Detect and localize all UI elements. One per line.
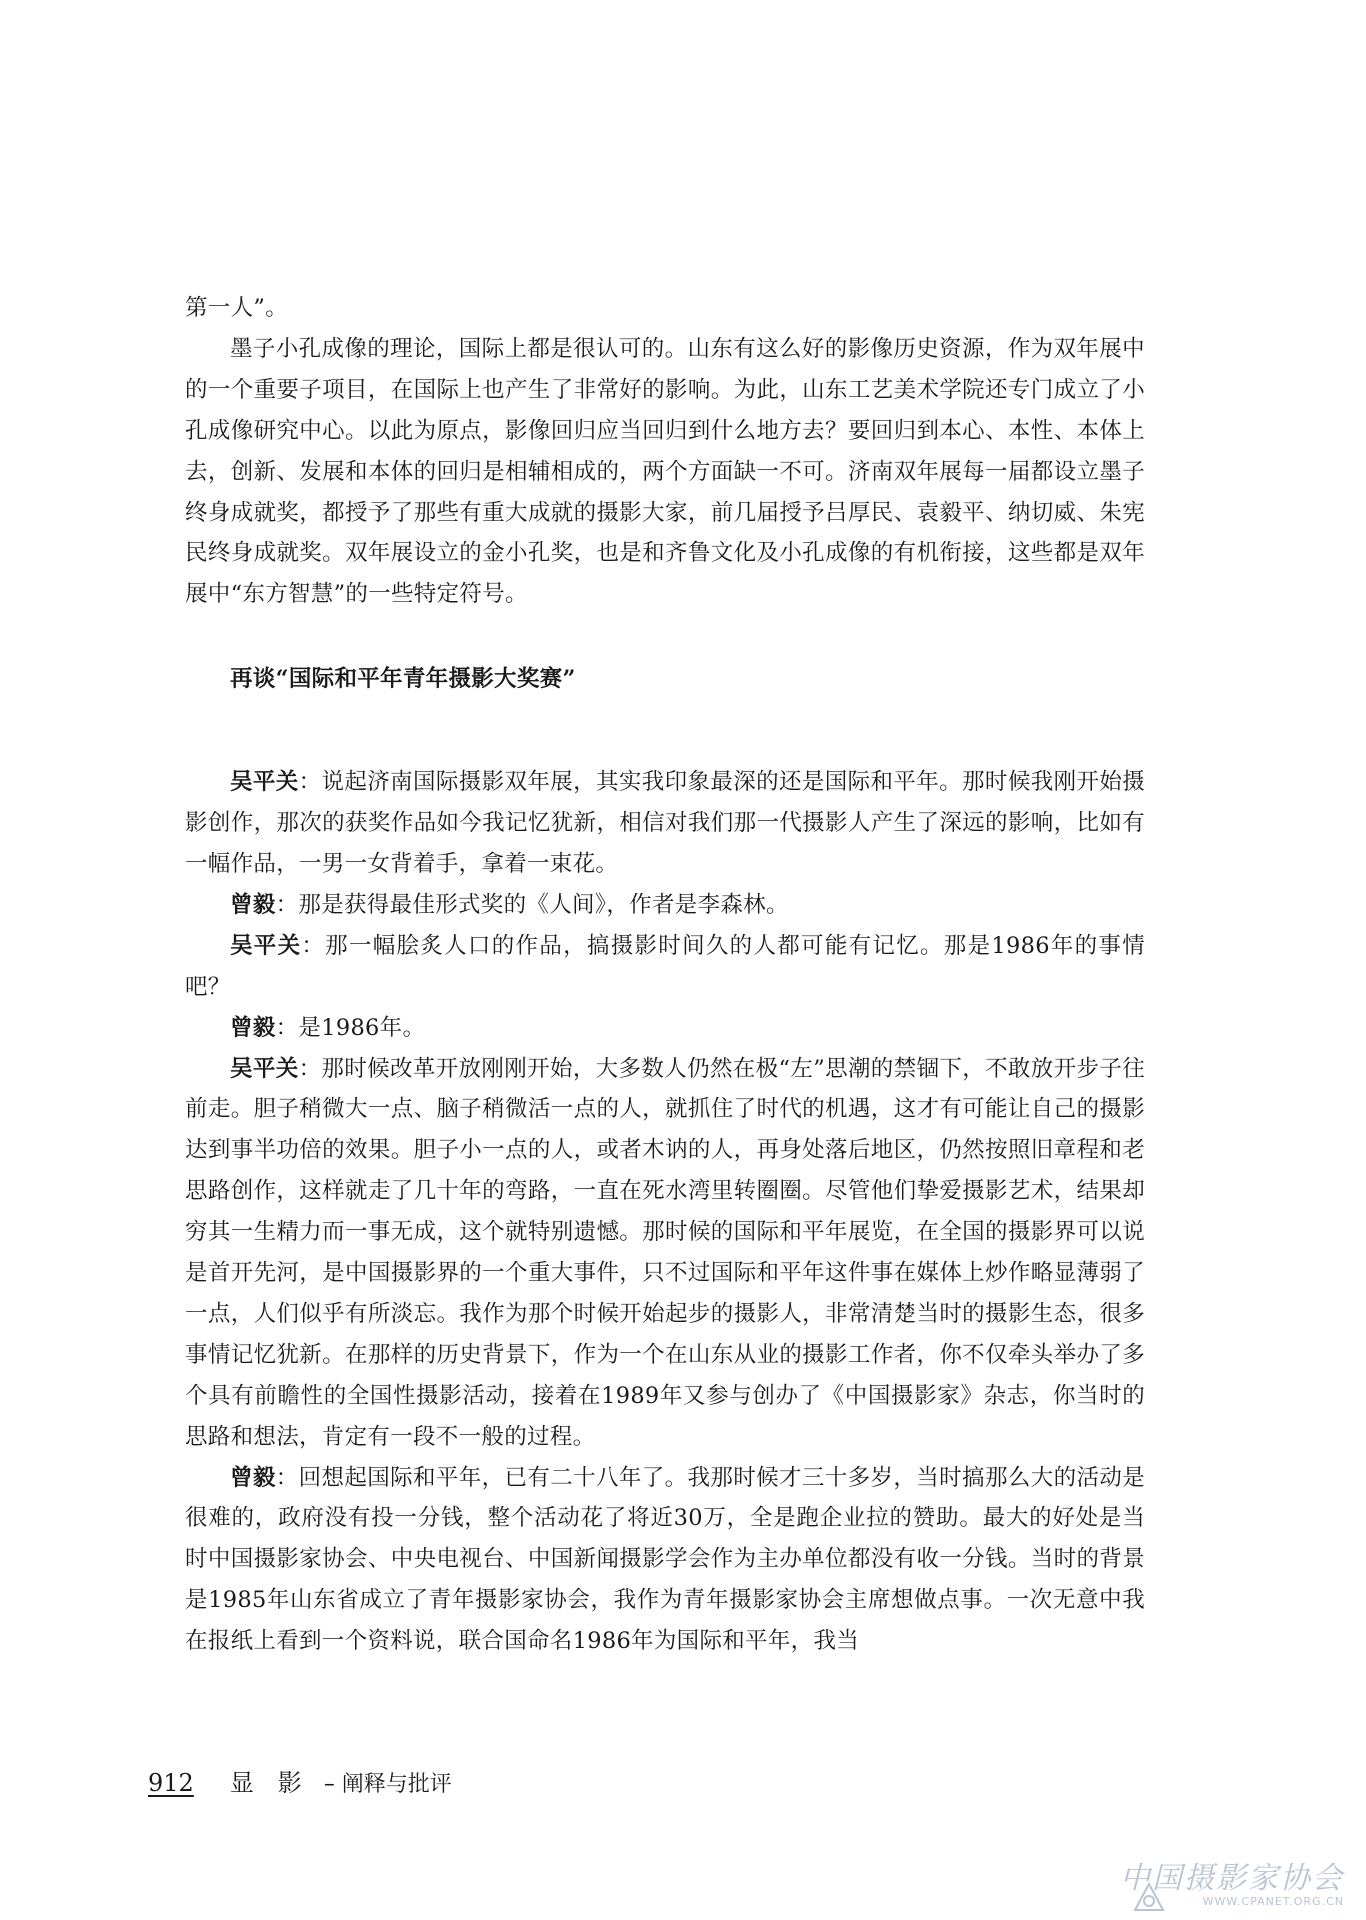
watermark-text: 中国摄影家协会 — [1120, 1861, 1344, 1896]
watermark — [1120, 1863, 1344, 1908]
book-title: 显 影 — [229, 1769, 302, 1797]
speaker-name: 吴平关 — [230, 1055, 299, 1082]
dialogue-text: ：是1986年。 — [275, 1014, 426, 1041]
page-number: 912 — [148, 1769, 194, 1797]
dialogue-paragraph — [185, 1458, 1145, 1663]
dialogue-text: ：那一幅脍炙人口的作品，搞摄影时间久的人都可能有记忆。那是1986年的事情吧？ — [185, 932, 1145, 1000]
dialogue-text: ：回想起国际和平年，已有二十八年了。我那时候才三十多岁，当时搞那么大的活动是很难的，政府没有投一分钱，整个活动花了将近30万，全是跑企业拉的赞助。最大的好处是当时中国摄影家协会、中央电视台、中国新闻摄影学会作为主办单位都没有收一分钱。当时的背景是1985年山东省成立了青年摄影家协会，我作为青年摄影家协会主席想做点事。一次无意中我在报纸上看到一个资料说，联合国命名1986年为国际和平年，我当 — [185, 1464, 1145, 1655]
speaker-name: 曾毅 — [230, 1464, 276, 1491]
dialogue-paragraph — [185, 885, 1145, 926]
speaker-name: 曾毅 — [230, 891, 276, 918]
speaker-name: 吴平关 — [230, 932, 302, 959]
dialogue-text: ：说起济南国际摄影双年展，其实我印象最深的还是国际和平年。那时候我刚开始摄影创作，那次的获奖作品如今我记忆犹新，相信对我们那一代摄影人产生了深远的影响，比如有一幅作品，一男一女背着手，拿着一束花。 — [185, 769, 1145, 877]
speaker-name: 曾毅 — [230, 1014, 276, 1041]
section-heading: 再谈“国际和平年青年摄影大奖赛” — [230, 666, 576, 693]
speaker-name: 吴平关 — [230, 769, 299, 796]
paragraph-continuation: 第一人”。 — [185, 295, 289, 321]
dialogue-text: ：那时候改革开放刚刚开始，大多数人仍然在极“左”思潮的禁锢下，不敢放开步子往前走。胆子稍微大一点、脑子稍微活一点的人，就抓住了时代的机遇，这才有可能让自己的摄影达到事半功倍的效果。胆子小一点的人，或者木讷的人，再身处落后地区，仍然按照旧章程和老思路创作，这样就走了几十年的弯路，一直在死水湾里转圈圈。尽管他们挚爱摄影艺术，结果却穷其一生精力而一事无成，这个就特别遗憾。那时候的国际和平年展览，在全国的摄影界可以说是首开先河，是中国摄影界的一个重大事件，只不过国际和平年这件事在媒体上炒作略显薄弱了一点，人们似乎有所淡忘。我作为那个时候开始起步的摄影人，非常清楚当时的摄影生态，很多事情记忆犹新。在那样的历史背景下，作为一个在山东从业的摄影工作者，你不仅牵头举办了多个具有前瞻性的全国性摄影活动，接着在1989年又参与创办了《中国摄影家》杂志，你当时的思路和想法，肯定有一段不一般的过程。 — [185, 1055, 1145, 1450]
watermark-url: WWW.CPANET.ORG.CN — [1202, 1895, 1344, 1908]
dialogue-text: ：那是获得最佳形式奖的《人间》，作者是李森林。 — [275, 891, 789, 918]
dialogue-paragraph — [185, 1008, 1145, 1049]
dialogue-paragraph — [185, 1049, 1145, 1458]
paragraph-mozi: 墨子小孔成像的理论，国际上都是很认可的。山东有这么好的影像历史资源，作为双年展中的一个重要子项目，在国际上也产生了非常好的影响。为此，山东工艺美术学院还专门成立了小孔成像研究中心。以此为原点，影像回归应当回归到什么地方去？要回归到本心、本性、本体上去，创新、发展和本体的回归是相辅相成的，两个方面缺一不可。济南双年展每一届都设立墨子终身成就奖，都授予了那些有重大成就的摄影大家，前几届授予吕厚民、袁毅平、纳切威、朱宪民终身成就奖。双年展设立的金小孔奖，也是和齐鲁文化及小孔成像的有机衔接，这些都是双年展中“东方智慧”的一些特定符号。 — [185, 335, 1145, 608]
dialogue-paragraph — [185, 926, 1145, 1008]
dialogue-paragraph — [185, 762, 1145, 885]
page-footer — [148, 1768, 452, 1800]
book-subtitle: – 阐释与批评 — [323, 1772, 452, 1797]
page-body — [185, 288, 1145, 1662]
